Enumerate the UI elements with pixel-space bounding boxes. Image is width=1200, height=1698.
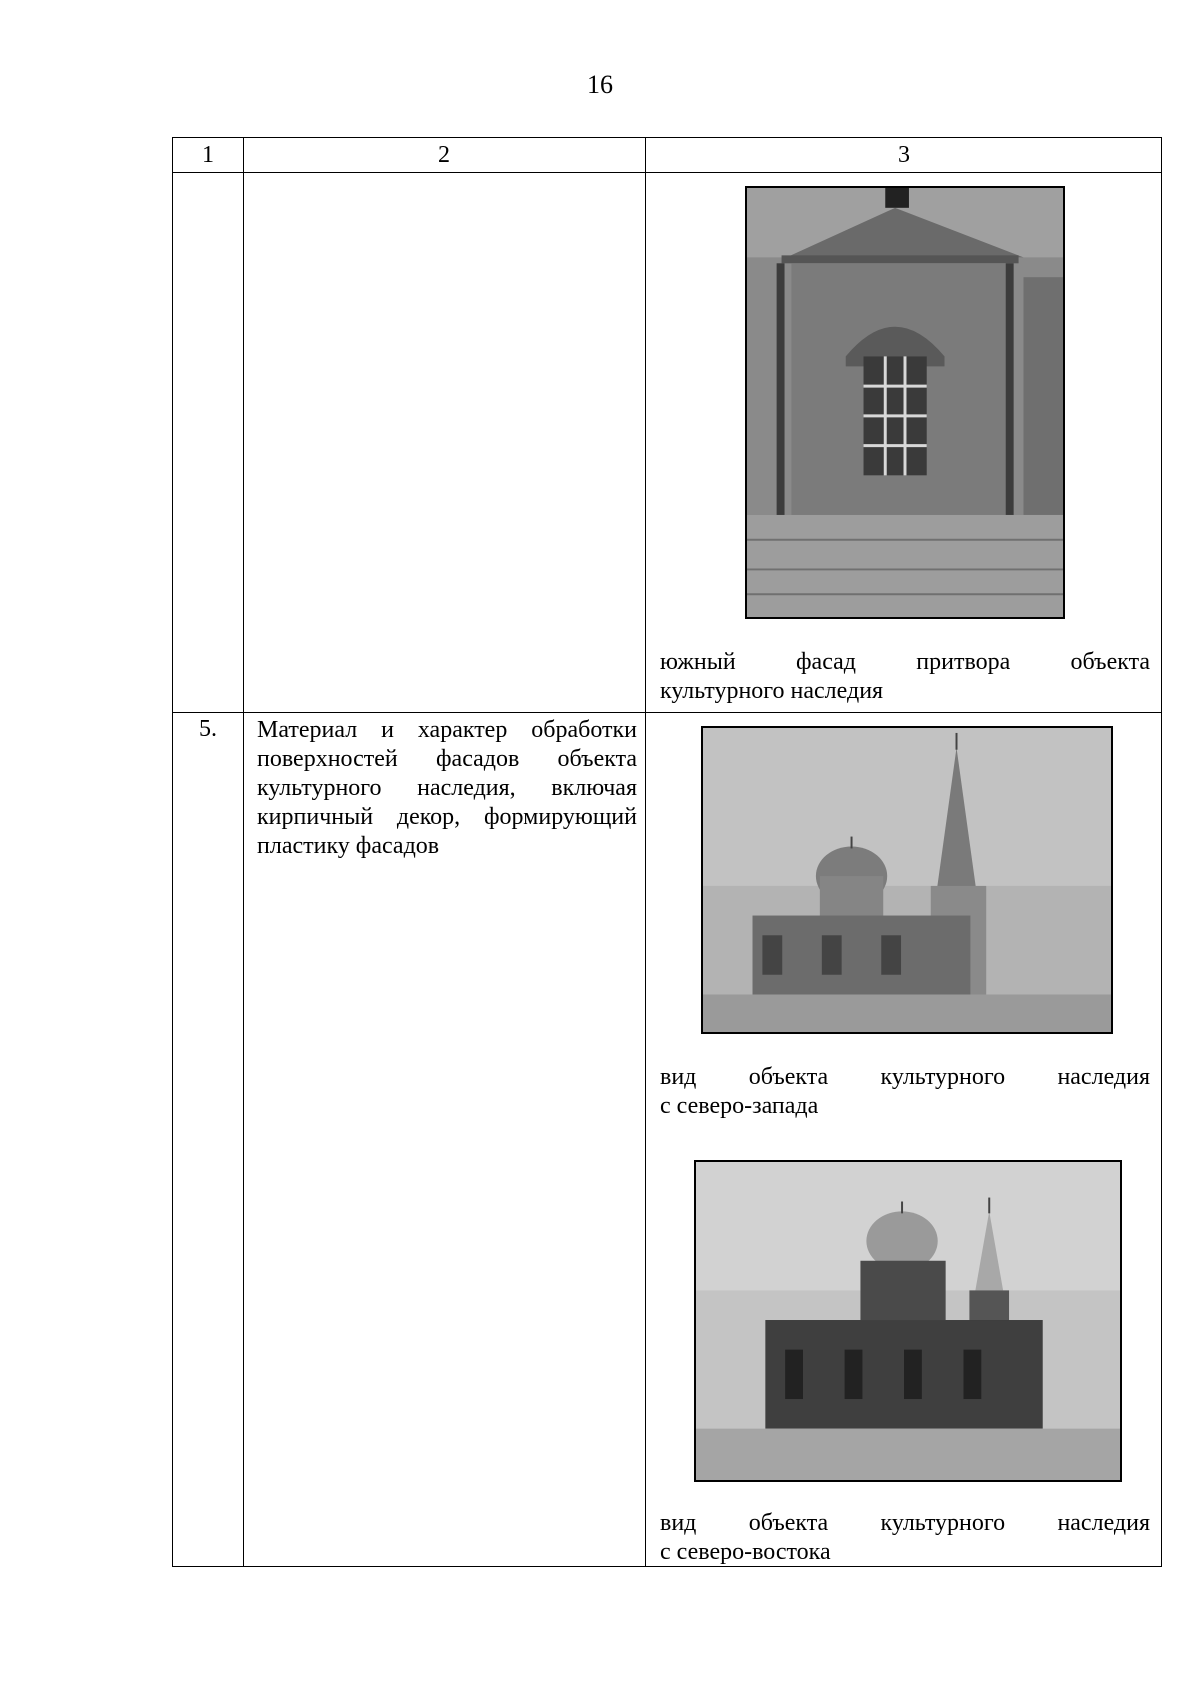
- row-divider: [173, 172, 1161, 173]
- caption-line: вид объекта культурного наследия: [660, 1064, 1150, 1090]
- photo-south-facade: [745, 186, 1065, 619]
- header-col-3: 3: [898, 142, 910, 168]
- caption-line: южный фасад притвора объекта: [660, 649, 1150, 675]
- caption-northeast-view: [660, 1509, 1150, 1567]
- caption-northwest-view: [660, 1063, 1150, 1121]
- heritage-table: [172, 137, 1162, 1567]
- caption-south-facade: [660, 648, 1150, 706]
- photo-northwest-view: [701, 726, 1113, 1034]
- row-number: 5.: [199, 716, 217, 742]
- column-divider: [645, 138, 646, 1566]
- header-col-1: 1: [202, 142, 214, 168]
- caption-line: с северо-востока: [660, 1539, 831, 1565]
- page-number: 16: [587, 70, 613, 99]
- photo-northeast-view: [694, 1160, 1122, 1482]
- row-description: Материал и характер обработки поверхностей фасадов объекта культурного наследия, включая кирпичный декор, формирующий пластику фасадов: [257, 717, 637, 859]
- caption-line: вид объекта культурного наследия: [660, 1510, 1150, 1536]
- row-divider: [173, 712, 1161, 713]
- caption-line: с северо-запада: [660, 1093, 819, 1119]
- header-col-2: 2: [438, 142, 450, 168]
- caption-line: культурного наследия: [660, 678, 884, 704]
- column-divider: [243, 138, 244, 1566]
